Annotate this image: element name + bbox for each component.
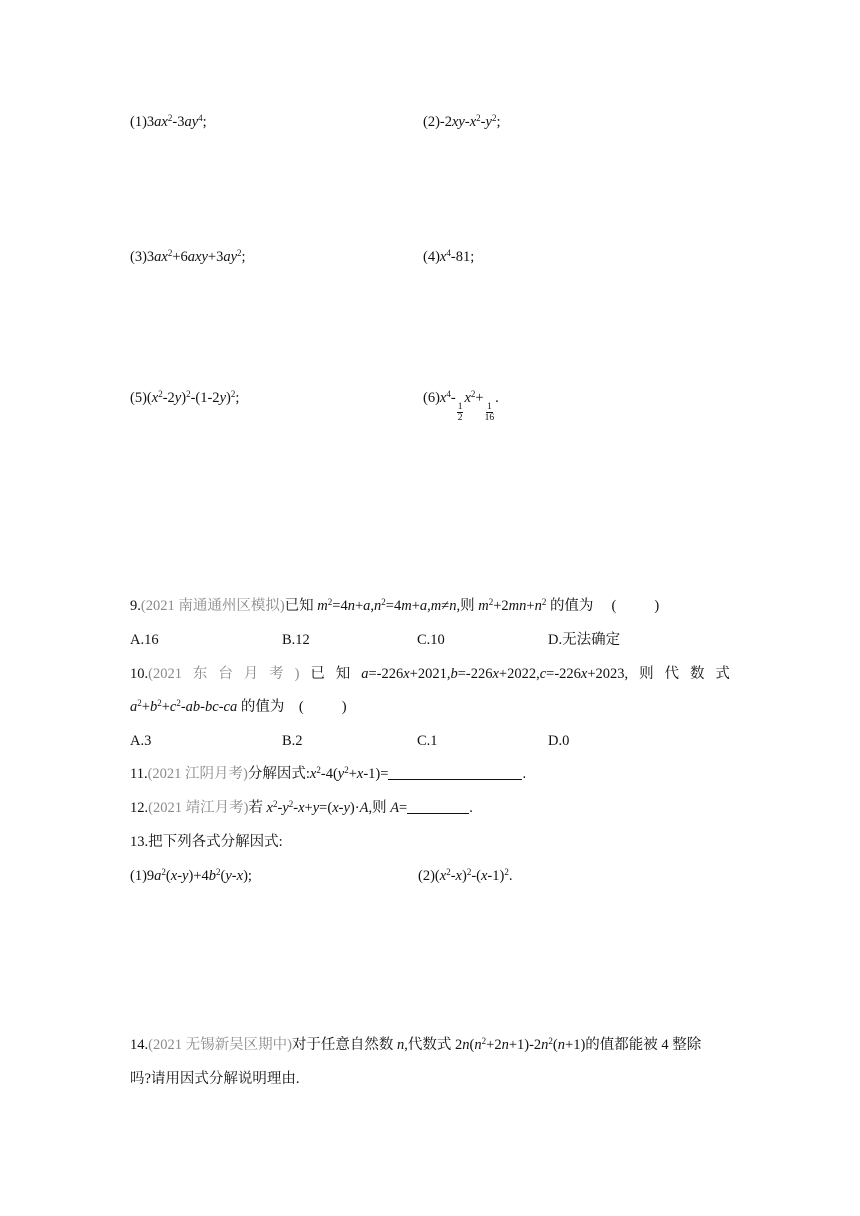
q8-part3: $(3)3ax^2+6axy+3ay^2$; — [130, 248, 246, 265]
q12-stem: 12.(2021 靖江月考)若 $x^2-y^2-x+y=(x-y)\cdot A$,则 A= . — [130, 799, 473, 816]
q11-answer-blank[interactable] — [388, 765, 522, 780]
q10-option-a: A.3 — [130, 733, 152, 749]
q9-source: (2021 南通通州区模拟) — [140, 598, 285, 614]
q10-option-b: B.2 — [282, 733, 303, 749]
q12-answer-blank[interactable] — [407, 799, 469, 814]
q9-option-a: A.16 — [130, 632, 159, 648]
q10-stem-line2: $a^2+b^2+c^2-ab-bc-ca$ 的值为 ( ) — [130, 698, 347, 715]
q8-part2: $(2)-2xy-x^2-y^2$; — [423, 113, 501, 130]
q10-source: (2021 — [148, 666, 182, 682]
q13-part1: $(1)9a^2(x-y)+4b^2(y-x)$; — [130, 867, 252, 884]
q11-source: (2021 江阴月考) — [147, 766, 248, 782]
q14-source: (2021 无锡新吴区期中) — [148, 1037, 292, 1053]
q9-option-b: B.12 — [282, 632, 310, 648]
q10-option-c: C.1 — [417, 733, 438, 749]
q8-part6: $(6)x^4-$ $\frac{1}{2}$ $x^2+$ $\frac{1}{16}$ . — [423, 389, 499, 423]
q13-part2: $(2)(x^2-x)^2-(x-1)^2$. — [418, 867, 513, 884]
q8-part4: $(4)x^4-81$; — [423, 248, 475, 265]
q13-title: 13.把下列各式分解因式: — [130, 834, 283, 850]
q9-option-d: D.无法确定 — [548, 632, 621, 648]
q8-part5: $(5)(x^2-2y)^2-(1-2y)^2$; — [130, 389, 240, 406]
q14-stem-line1: 14.(2021 无锡新吴区期中)对于任意自然数 n,代数式 $2n(n^2+2n+1)-2n^2(n+1)$的值都能被 4 整除 — [130, 1036, 702, 1053]
q14-stem-line2: 吗?请用因式分解说明理由. — [130, 1071, 300, 1087]
q10-option-d: D.0 — [548, 733, 570, 749]
q9-stem: 9.(2021 南通通州区模拟)已知 $m^2=4n+a,n^2=4m+a,m\ne n$,则 $m^2+2mn+n^2$ 的值为 ( ) — [130, 597, 660, 614]
q9-option-c: C.10 — [417, 632, 445, 648]
q11-stem: 11.(2021 江阴月考)分解因式$:x^2-4(y^2+x-1)=$ . — [130, 765, 527, 782]
q8-part1: $(1)3ax^2-3ay^4$; — [130, 113, 207, 130]
q10-stem-line1: 10.(2021 东 台 月 考 ) 已 知 a=-226x+2021,b=-226x+2022,c=-226x+2023, 则 代 数 式 — [130, 666, 730, 682]
q12-source: (2021 靖江月考) — [148, 800, 249, 816]
